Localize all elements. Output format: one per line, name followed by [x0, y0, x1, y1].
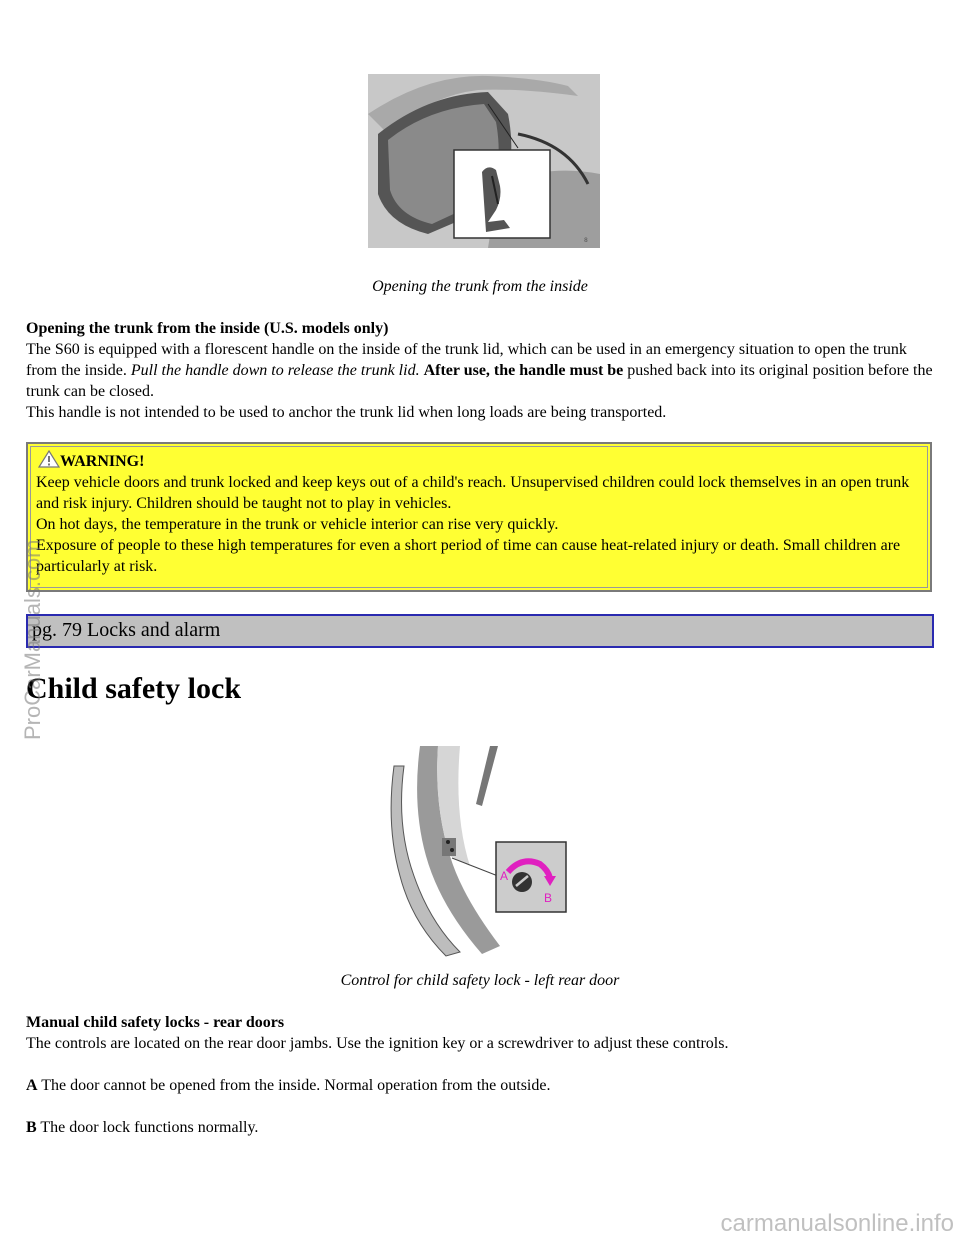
item-b-key: B: [26, 1119, 37, 1136]
child-lock-subheading: Manual child safety locks - rear doors: [26, 1014, 285, 1031]
figure1-caption: Opening the trunk from the inside: [372, 278, 588, 295]
child-lock-section: [26, 1012, 936, 1138]
child-lock-figure: [390, 746, 570, 958]
child-lock-item-a: [26, 1075, 936, 1096]
item-b-text: The door lock functions normally.: [40, 1119, 259, 1136]
trunk-figure: [368, 74, 600, 248]
callout-label-b: B: [544, 891, 553, 905]
figure2-caption: Control for child safety lock - left rear door: [340, 972, 620, 989]
warning-line-2: On hot days, the temperature in the trunk or vehicle interior can rise very quickly.: [36, 516, 559, 533]
warning-line-1: Keep vehicle doors and trunk locked and keep keys out of a child's reach. Unsupervised children could lock themselves in an open trunk and risk injury. Children should be taught not to play in vehicles.: [36, 474, 910, 512]
watermark-bottom: carmanualsonline.info: [720, 1210, 954, 1237]
trunk-illustration: [368, 74, 600, 248]
trunk-p1-bold: After use, the handle must be: [423, 362, 624, 379]
trunk-p1-italic: Pull the handle down to release the trunk lid.: [130, 362, 420, 379]
trunk-p1-text: The S60 is equipped with a florescent handle on the inside of the trunk lid, which can be used in an emergency situation to open the trunk from the inside.: [26, 341, 907, 379]
warning-title: WARNING!: [60, 453, 145, 470]
trunk-paragraph-1: [26, 339, 936, 402]
item-a-key: A: [26, 1077, 38, 1094]
section-bar: pg. 79 Locks and alarm: [26, 614, 934, 648]
item-a-text: The door cannot be opened from the inside. Normal operation from the outside.: [41, 1077, 551, 1094]
warning-line-3: Exposure of people to these high temperatures for even a short period of time can cause heat-related injury or death. Small children are particularly at risk.: [36, 537, 901, 575]
warning-title-row: [36, 450, 922, 472]
watermark-left: ProCarManuals.com: [20, 539, 45, 740]
child-lock-item-b: [26, 1117, 936, 1138]
svg-text:8: 8: [584, 237, 588, 244]
trunk-p1-text-2: pushed back into its original position before the trunk can be closed.: [26, 362, 933, 400]
warning-box: [26, 442, 932, 592]
child-lock-title: Child safety lock: [26, 672, 242, 705]
trunk-heading: Opening the trunk from the inside (U.S. models only): [26, 320, 389, 337]
callout-label-a: A: [500, 869, 509, 883]
child-lock-intro: The controls are located on the rear door jambs. Use the ignition key or a screwdriver to adjust these controls.: [26, 1035, 729, 1052]
trunk-section: [26, 318, 936, 423]
child-lock-illustration: [390, 746, 570, 958]
trunk-paragraph-2: This handle is not intended to be used to anchor the trunk lid when long loads are being transported.: [26, 404, 667, 421]
